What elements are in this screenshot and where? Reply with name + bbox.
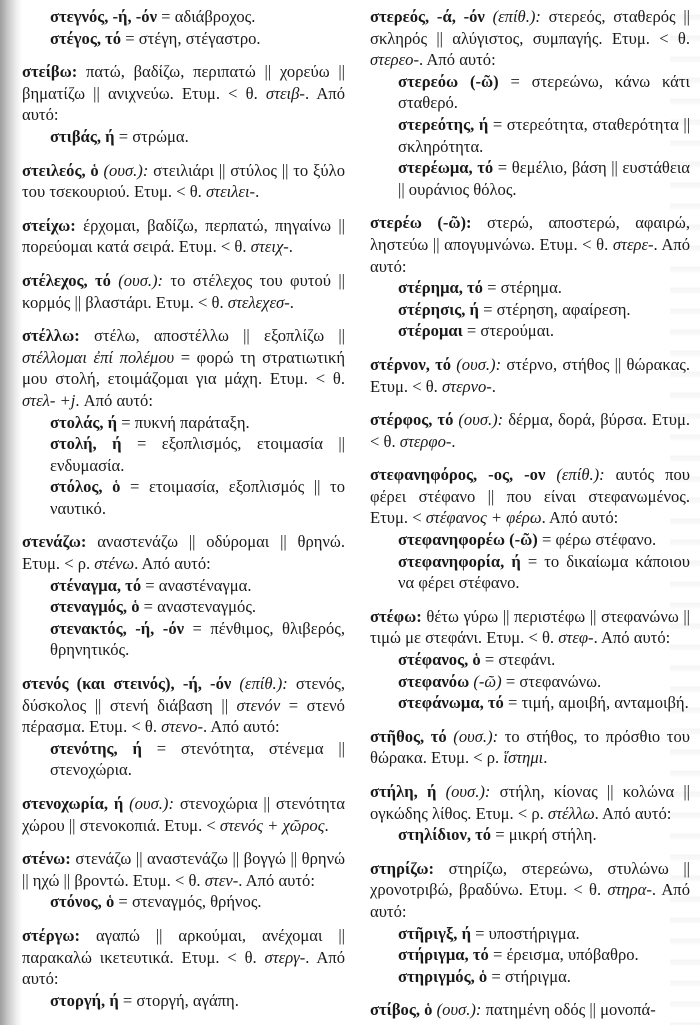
derivative-definition: στενότητα, στένεμα || στενοχώρια. [50,738,345,780]
derivative-definition: υποστήριγμα. [488,923,580,943]
entry-definition [370,858,690,923]
entry-headword: στερέω (-ῶ): [370,213,472,233]
definition-tail: . Από αυτό: [134,554,211,574]
definition-tail: . Από αυτό: [593,628,671,648]
derivative-headword: στεναγμός, ὁ [50,597,140,617]
definition-text: πατώ, βαδίζω, περιπατώ || χορεύω || βηματίζω || ανιχνεύω. Ετυμ. < θ. [22,62,345,103]
derivative-entry [22,476,345,519]
dictionary-entry-stibos [370,999,690,1021]
etymology-root: στενο- [156,717,203,737]
derivative-entry [370,114,690,157]
derivative-entry [22,738,345,781]
equals-sign: = [491,825,509,845]
equals-sign: = [488,114,507,134]
derivative-definition: ετοιμασία, εξοπλισμός || το ναυτικό. [50,477,345,518]
derivative-definition: αναστεναγμός. [157,597,257,617]
equals-sign: = [520,551,545,571]
definition-tail: . Από αυτό: [238,870,315,890]
derivative-definition: στήριγμα. [504,966,571,986]
definition-tail: . [288,237,293,257]
derivative-definition: πένθιμος, θλιβερός, θρηνητικός. [50,618,345,660]
definition-tail: . Από αυτό: [202,717,280,737]
equals-sign: = [537,530,556,550]
definition-tail: . Από αυτό: [75,390,153,410]
derivative-headword: στερεότης, ή [398,114,489,134]
definition-text: έρχομαι, βαδίζω, περπατώ, πηγαίνω || πορεύομαι κατά σειρά. Ετυμ. < θ. [22,215,345,257]
definition-tail: . Από αυτό: [594,803,672,823]
entry-headword: στέρφος, τό [370,410,454,430]
entry-definition [22,215,345,258]
derivative-headword: στέφανος, ὁ [398,650,481,670]
derivative-definition: στερούμαι. [480,321,554,341]
derivative-headword: στέρομαι [398,321,463,341]
part-of-speech: (ουσ.): [436,782,491,801]
equals-sign: = [114,892,132,912]
derivative-entry [22,433,345,476]
part-of-speech: (ουσ.): [110,270,164,290]
definition-text: αγαπώ || αρκούμαι, ανέχομαι || παρακαλώ ικετευτικά. Ετυμ. < θ. [22,925,345,967]
equals-sign: = [120,477,149,497]
etymology-root: στελ- +j [22,390,76,410]
derivative-headword: στενακτός, -ή, -όν [50,618,185,638]
dictionary-entry-stereos [370,6,690,200]
equals-sign: = [478,299,497,319]
derivative-definition: στοργή, αγάπη. [136,990,239,1010]
definition-tail: . [491,376,496,396]
equals-sign: = [121,28,139,48]
dictionary-entry-stefo [370,606,690,714]
derivative-entry [22,990,345,1012]
derivative-headword: στεφανηφορέω (-ῶ) [398,530,538,550]
derivative-entry [370,277,690,299]
derivative-definition: στεφάνι. [498,650,556,670]
derivative-entry [370,649,690,671]
entry-definition [370,999,690,1021]
definition-text: στήλη, κίονας || κολώνα || ογκώδης λίθος. Ετυμ. < ρ. [370,782,690,823]
derivative-definition: τιμή, αμοιβή, ανταμοιβή. [521,693,689,713]
derivative-headword: στεφανόω [398,671,470,691]
etymology-root: στεν- [200,870,239,890]
derivative-headword: στεφάνωμα, τό [398,693,504,713]
derivative-definition: στερεότητα, σταθερότητα || σκληρότητα. [398,114,691,156]
derivative-definition: εξοπλισμός, ετοιμασία || ενδυμασία. [50,434,345,475]
derivative-definition: έρεισμα, υπόβαθρο. [506,945,639,965]
definition-tail: . Από αυτό: [419,50,496,70]
equals-sign: = [480,650,499,670]
derivative-headword: στέρησις, ή [398,299,479,319]
derivative-definition: στεναγμός, θρήνος. [131,892,262,912]
derivative-headword: στεγνός, -ή, -όν [50,7,158,26]
entry-definition [22,925,345,990]
etymology-root: στελεχεσ- [223,292,290,312]
equals-sign: = [462,321,481,341]
derivative-headword: στέρημα, τό [398,278,483,298]
part-of-speech: (ουσ.): [453,410,504,430]
derivative-headword: στόνος, ὁ [50,892,115,912]
etymology-root: στέλλω [543,803,595,823]
entry-definition [22,673,345,738]
entry-headword: στέλεχος, τό [22,270,111,290]
derivative-definition: στρώμα. [132,126,189,146]
derivative-definition: αναστέναγμα. [158,575,252,595]
dictionary-entry-stethos [370,726,690,769]
part-of-speech: (επίθ.): [545,465,605,485]
equals-sign: = [493,158,512,178]
part-of-speech: (επίθ.): [484,7,541,26]
equals-sign: = [141,575,159,595]
part-of-speech: (ουσ.): [451,354,502,374]
derivative-headword: στεφανηφορία, ή [398,551,521,571]
derivative-headword: στέναγμα, τό [50,575,142,595]
derivative-headword: στενότης, ή [50,738,142,758]
definition-text: = φορώ τη στρατιωτική μου στολή, ετοιμάζομαι για μάχη. Ετυμ. < θ. [22,347,345,389]
derivative-entry [370,824,690,846]
derivative-headword: στερεόω (-ῶ) [398,71,499,91]
dictionary-column-right [370,6,690,1033]
dictionary-entry-stele [370,781,690,846]
derivative-entry [22,126,345,148]
definition-text: στέρνο, στήθος || θώρακας. Ετυμ. < θ. [370,354,690,396]
derivative-entry [370,923,690,945]
dictionary-entry-sternon [370,354,690,397]
dictionary-entry-stelechos [22,270,345,313]
definition-text: στηρίζω, στερεώνω, στυλώνω || χρονοτριβώ, βραδύνω. Ετυμ. < θ. [370,858,690,900]
spine-shadow [0,0,22,1025]
part-of-speech: (ουσ.): [446,726,499,746]
definition-tail: . Από αυτό: [541,508,619,528]
dictionary-column-left [22,6,345,1023]
entry-headword: στέρνον, τό [370,354,452,374]
dictionary-entry-stereo [370,212,690,342]
entry-definition [22,160,345,203]
etymology-root: στερεο- [370,50,419,70]
definition-text: στενάζω || αναστενάζω || βογγώ || θρηνώ || ηχώ || βροντώ. Ετυμ. < θ. [22,849,345,890]
derivative-headword: στιβάς, ή [50,126,115,146]
derivative-headword: στηριγμός, ὁ [398,966,488,986]
derivative-definition: στέρημα. [500,278,562,298]
definition-text: στενός, δύσκολος || στενή διάβαση || [22,674,345,715]
entry-definition [370,606,690,649]
part-of-speech: (επίθ.): [231,674,288,694]
dictionary-entry-stello [22,325,345,519]
derivative-entry [22,6,345,28]
derivative-headword: στολάς, ή [50,412,118,432]
entry-definition [370,212,690,277]
entry-definition [370,354,690,397]
derivative-entry [370,671,690,693]
definition-text: αυτός που φέρει στέφανο || που είναι στεφανωμένος. Ετυμ. < [370,465,690,528]
dictionary-entry-steno [22,848,345,913]
definition-tail: . Από αυτό: [22,947,345,989]
equals-sign: = [487,966,505,986]
entry-headword: στίβος, ὁ [370,1000,433,1020]
equals-sign: = [117,412,135,432]
definition-text: το στήθος, το πρόσθιο του θώρακα. Ετυμ. < ρ. [370,726,690,768]
derivative-definition: στερεώνω, κάνω κάτι σταθερό. [398,71,690,113]
etymology-root: στένω [90,554,135,574]
definition-tail: . [255,182,260,202]
derivative-entry [370,692,690,714]
derivative-headword: στῆριγξ, ή [398,923,472,943]
derivative-entry [22,28,345,50]
part-of-speech: (ουσ.): [123,794,174,813]
etymology-root: στηρα- [601,880,652,900]
definition-text: = στενό πέρασμα. Ετυμ. < θ. [22,695,345,737]
derivative-entry [370,320,690,342]
derivative-definition: στεφανώνω. [519,671,602,691]
derivative-definition: αδιάβροχος. [174,7,256,26]
derivative-headword: στέγος, τό [50,28,122,48]
entry-headword: στενός (και στεινός), -ή, -όν [22,674,232,694]
derivative-definition: στέρηση, αφαίρεση. [496,299,631,319]
definition-text: στέλω, αποστέλλω || εξοπλίζω || [79,326,345,346]
entry-headword: στενοχωρία, ή [22,794,124,813]
dictionary-entry-sterfos [370,409,690,452]
definition-text: στερεός, σταθερός || σκληρός || αλύγιστος, συμπαγής. Ετυμ. < θ. [370,7,690,48]
dictionary-entry-stergo [22,925,345,1011]
etymology-root: ἵστημι [499,748,544,768]
entry-headword: στήλη, ή [370,782,437,801]
derivative-entry [22,596,345,618]
etymology-root: στεφ- [554,628,594,648]
derivative-entry [370,299,690,321]
part-of-speech: (ουσ.): [432,1000,482,1020]
derivative-entry [22,618,345,661]
italic-phrase: στενόν [228,695,281,715]
definition-text: στερώ, αποστερώ, αφαιρώ, ληστεύω || απογυμνώνω. Ετυμ. < θ. [370,213,690,254]
definition-tail: . Από αυτό: [22,83,345,125]
entry-definition [370,6,690,71]
entry-headword: στείχω: [22,215,76,235]
dictionary-entry-stegnos-continuation [22,6,345,49]
equals-sign: = [498,71,532,91]
derivative-definition: θεμέλιο, βάση || ευστάθεια || ουράνιος θόλος. [398,158,691,199]
dictionary-entry-steileos [22,160,345,203]
derivative-entry [370,966,690,988]
definition-text: αναστενάζω || οδύρομαι || θρηνώ. Ετυμ. < ρ. [22,532,345,574]
entry-headword: στενάζω: [22,532,87,552]
entry-headword: στηρίζω: [370,858,435,878]
equals-sign: = [501,671,520,691]
derivative-definition: φέρω στέφανο. [555,530,657,550]
derivative-headword: στολή, ή [50,434,122,454]
derivative-definition: στέγη, στέγαστρο. [138,28,261,48]
etymology-root: στειχ- [246,237,289,257]
derivative-entry [370,157,690,200]
definition-tail: . [289,292,294,312]
etymology-root: στειβ- [257,83,305,103]
entry-definition [22,270,345,313]
derivative-headword: στηλίδιον, τό [398,825,492,845]
italic-phrase: στέλλομαι ἐπί πολέμου [22,347,175,367]
entry-headword: στείβω: [22,62,78,82]
entry-headword: στέλλω: [22,326,80,346]
derivative-headword: στόλος, ὁ [50,477,121,497]
entry-definition [22,325,345,411]
derivative-entry [22,412,345,434]
derivative-note: (-ῶ) [469,671,502,691]
dictionary-entry-steicho [22,215,345,258]
equals-sign: = [141,738,181,758]
definition-tail: . [324,815,329,835]
definition-text: στενοχώρια || στενότητα χώρου || στενοκοπιά. Ετυμ. < [22,794,345,835]
entry-definition [370,726,690,769]
equals-sign: = [157,7,175,26]
entry-headword: στῆθος, τό [370,726,447,746]
equals-sign: = [482,278,501,298]
derivative-entry [22,891,345,913]
entry-definition [22,848,345,891]
definition-text: δέρμα, δορά, βύρσα. Ετυμ. < θ. [370,410,690,451]
entry-definition [22,61,345,126]
dictionary-entry-stenos [22,673,345,781]
entry-headword: στειλεός, ὁ [22,160,99,180]
etymology-root: στεργ- [256,947,306,967]
definition-text: στειλιάρι || στύλος || το ξύλο του τσεκουριού. Ετυμ. < θ. [22,160,345,202]
etymology-root: στέφανος + φέρω [421,508,542,528]
dictionary-entry-stenochoria [22,793,345,836]
equals-sign: = [471,923,489,943]
equals-sign: = [114,126,133,146]
entry-headword: στέργω: [22,925,81,945]
etymology-root: στενός + χῶρος [215,815,325,835]
equals-sign: = [118,990,137,1010]
entry-headword: στεφανηφόρος, -ος, -ον [370,465,546,485]
entry-definition [370,781,690,824]
equals-sign: = [503,693,522,713]
entry-headword: στέφω: [370,606,422,626]
equals-sign: = [184,618,211,638]
definition-tail: . [451,431,456,451]
definition-text: θέτω γύρω || περιστέφω || στεφανώνω || τιμώ με στεφάνι. Ετυμ. < θ. [370,606,690,648]
derivative-headword: στήριγμα, τό [398,945,489,965]
definition-tail: . Από αυτό: [370,880,690,921]
etymology-root: στερνο- [437,376,492,396]
derivative-entry [370,529,690,551]
derivative-headword: στερέωμα, τό [398,158,494,178]
part-of-speech: (ουσ.): [98,160,149,180]
dictionary-entry-stefanephoros [370,464,690,594]
entry-definition [22,531,345,574]
etymology-root: στερε- [608,234,654,254]
definition-text: το στέλεχος του φυτού || κορμός || βλαστάρι. Ετυμ. < θ. [22,270,345,312]
derivative-headword: στοργή, ή [50,990,119,1010]
derivative-definition: μικρή στήλη. [508,825,597,845]
dictionary-entry-stenazo [22,531,345,661]
derivative-entry [370,551,690,594]
equals-sign: = [488,945,507,965]
derivative-entry [370,71,690,114]
derivative-entry [370,944,690,966]
dictionary-entry-sterizo [370,858,690,988]
entry-headword: στένω: [22,849,71,869]
derivative-definition: πυκνή παράταξη. [134,412,250,432]
derivative-definition: το δικαίωμα κάποιου να φέρει στέφανο. [398,551,690,593]
derivative-entry [22,575,345,597]
entry-headword: στερεός, -ά, -όν [370,7,485,26]
definition-text: πατημένη οδός || μονοπά- [481,1000,656,1020]
equals-sign: = [139,597,158,617]
dictionary-entry-steibo [22,61,345,147]
entry-definition [370,409,690,452]
entry-definition [22,793,345,836]
entry-definition [370,464,690,529]
etymology-root: στερφο- [395,431,452,451]
definition-tail: . Από αυτό: [370,234,690,276]
etymology-root: στειλει- [201,182,256,202]
equals-sign: = [121,434,162,454]
definition-tail: . [543,748,548,768]
